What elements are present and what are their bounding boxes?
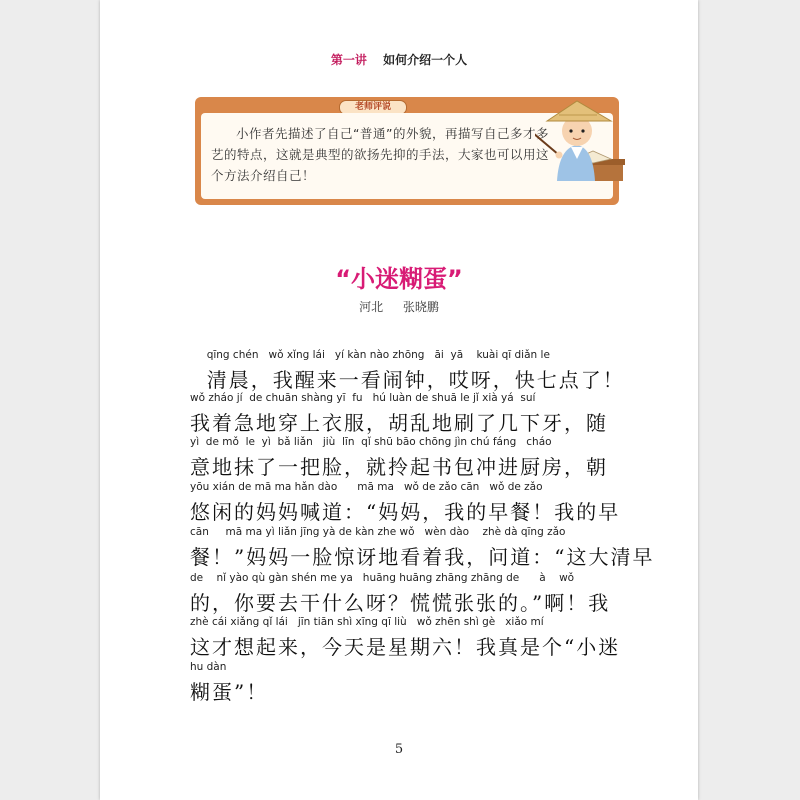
hanzi-line: 清晨，我醒来一看闹钟，哎呀，快七点了！ <box>190 368 625 392</box>
story-line <box>190 661 630 705</box>
story-author <box>100 298 698 315</box>
hanzi-line: 糊蛋”！ <box>190 680 269 704</box>
teacher-comment-text: 小作者先描述了自己“普通”的外貌，再描写自己多才多艺的特点，这就是典型的欲扬先抑的手法，大家也可以用这个方法介绍自己！ <box>211 126 550 183</box>
pinyin-line: yōu xián de mā ma hǎn dào mā ma wǒ de zǎo cān wǒ de zǎo <box>190 481 543 493</box>
author-region: 河北 <box>359 300 384 314</box>
hanzi-line: 意地抹了一把脸，就拎起书包冲进厨房，朝 <box>190 455 608 479</box>
pinyin-line: zhè cái xiǎng qǐ lái jīn tiān shì xīng qī liù wǒ zhēn shì gè xiǎo mí <box>190 616 544 628</box>
hanzi-line: 餐！”妈妈一脸惊讶地看着我，问道：“这大清早 <box>190 545 655 569</box>
pinyin-line: hu dàn <box>190 661 227 673</box>
teacher-comment-box <box>195 97 619 205</box>
story-line <box>190 349 630 393</box>
story-title: “小迷糊蛋” <box>335 265 463 293</box>
hanzi-line: 的，你要去干什么呀？慌慌张张的。”啊！我 <box>190 591 611 615</box>
story-line <box>190 572 630 616</box>
running-head <box>100 51 698 68</box>
story-line <box>190 392 630 436</box>
lecture-number: 第一讲 <box>330 53 367 67</box>
story-line <box>190 616 630 660</box>
lecture-topic: 如何介绍一个人 <box>383 53 468 67</box>
hanzi-line: 这才想起来，今天是星期六！我真是个“小迷 <box>190 635 621 659</box>
hanzi-line: 悠闲的妈妈喊道：“妈妈，我的早餐！我的早 <box>190 500 621 524</box>
hanzi-line: 我着急地穿上衣服，胡乱地刷了几下牙，随 <box>190 411 608 435</box>
story-line <box>190 526 655 570</box>
story-line <box>190 436 630 480</box>
page-number: 5 <box>394 742 404 757</box>
book-page <box>100 0 698 800</box>
pinyin-line: cān mā ma yì liǎn jīng yà de kàn zhe wǒ wèn dào zhè dà qīng zǎo <box>190 526 566 538</box>
author-name: 张晓鹏 <box>402 300 439 314</box>
teacher-comment-badge: 老师评说 <box>339 100 407 115</box>
pinyin-line: wǒ zháo jí de chuān shàng yī fu hú luàn de shuā le jǐ xià yá suí <box>190 392 536 404</box>
pinyin-line: qīng chén wǒ xǐng lái yí kàn nào zhōng āi yā kuài qī diǎn le <box>190 349 550 361</box>
pinyin-line: yì de mǒ le yì bǎ liǎn jiù līn qǐ shū bāo chōng jìn chú fáng cháo <box>190 436 552 448</box>
teacher-illustration <box>535 93 625 193</box>
pinyin-line: de nǐ yào qù gàn shén me ya huāng huāng zhāng zhāng de à wǒ <box>190 572 575 584</box>
story-line <box>190 481 630 525</box>
